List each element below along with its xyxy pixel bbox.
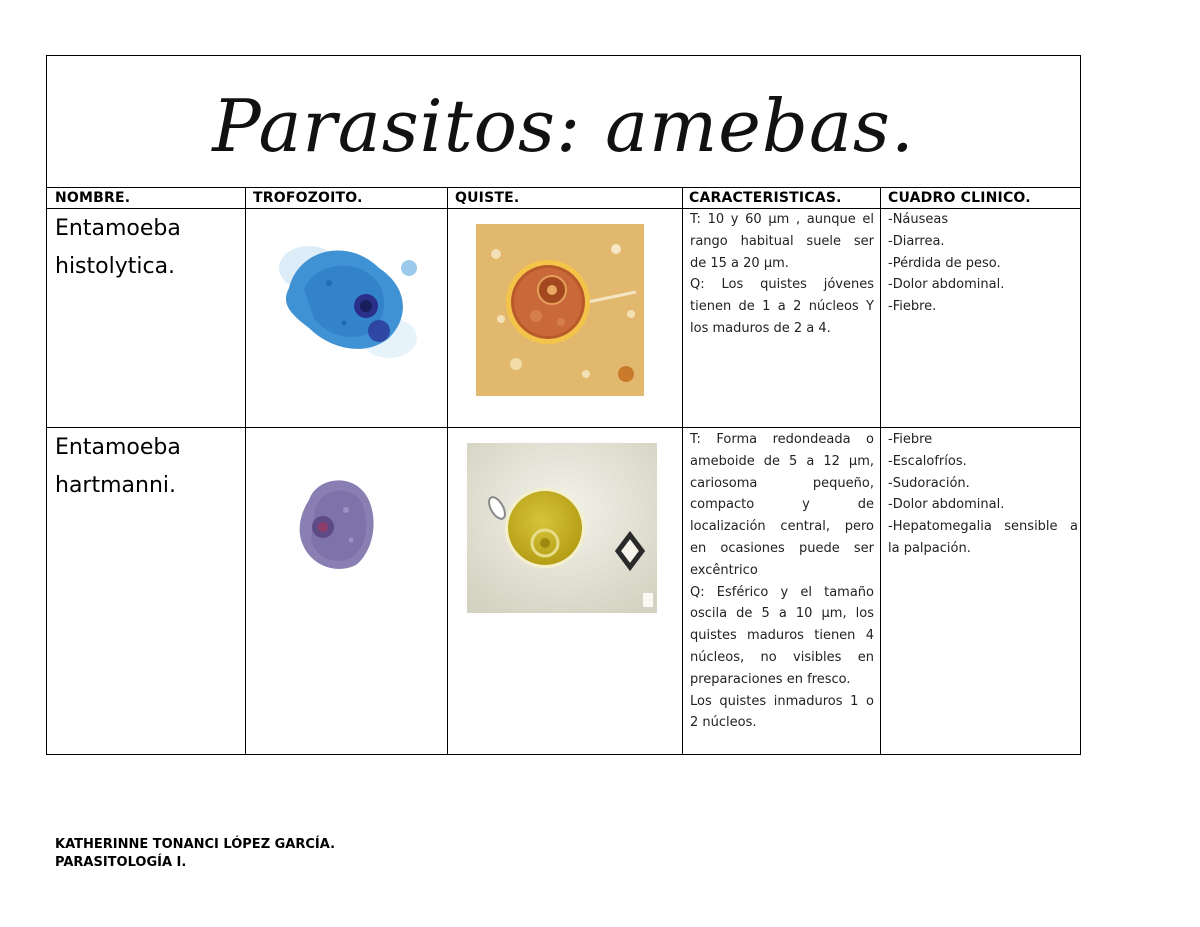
- caracteristicas-text: [690, 209, 874, 340]
- text-line: compacto y de: [690, 497, 874, 513]
- name-line: hartmanni.: [55, 473, 176, 498]
- text-line: Q: Esférico y el tamaño: [690, 584, 874, 600]
- footer: [55, 836, 335, 872]
- text-line: rango habitual suele ser: [690, 233, 874, 249]
- column-divider: [880, 188, 881, 754]
- course-name: PARASITOLOGÍA I.: [55, 855, 187, 870]
- text-line: 2 núcleos.: [690, 715, 757, 731]
- symptom-item: -Fiebre.: [888, 299, 937, 315]
- header-nombre: NOMBRE.: [55, 190, 131, 206]
- text-line: T: 10 y 60 μm , aunque el: [690, 212, 874, 227]
- symptom-item: -Dolor abdominal.: [888, 277, 1005, 293]
- text-line: núcleos, no visibles en: [690, 649, 874, 665]
- column-divider: [447, 188, 448, 754]
- text-line: los maduros de 2 a 4.: [690, 320, 831, 336]
- text-line: excêntrico: [690, 562, 758, 578]
- text-line: T: Forma redondeada o: [690, 432, 874, 447]
- header-cuadro-clinico: CUADRO CLINICO.: [888, 190, 1031, 206]
- text-line: en ocasiones puede ser: [690, 540, 874, 556]
- symptom-item: -Fiebre: [888, 432, 933, 447]
- symptom-item: -Escalofríos.: [888, 453, 967, 469]
- symptom-item: -Náuseas: [888, 212, 949, 227]
- column-divider: [682, 188, 683, 754]
- trofozoito-image: [291, 470, 381, 575]
- text-line: ameboide de 5 a 12 μm,: [690, 453, 874, 469]
- trofozoito-image: [269, 228, 419, 368]
- header-trofozoito: TROFOZOITO.: [253, 190, 363, 206]
- name-line: Entamoeba: [55, 435, 181, 460]
- text-line: cariosoma pequeño,: [690, 475, 874, 491]
- text-line: tienen de 1 a 2 núcleos Y: [690, 299, 874, 315]
- page-title: Parasitos: amebas.: [212, 83, 915, 168]
- name-line: Entamoeba: [55, 216, 181, 241]
- quiste-image: [467, 443, 657, 613]
- symptom-item: -Pérdida de peso.: [888, 255, 1001, 271]
- text-line: de 15 a 20 μm.: [690, 255, 789, 271]
- text-line: Los quistes inmaduros 1 o: [690, 693, 874, 709]
- symptom-item: -Sudoración.: [888, 475, 970, 491]
- symptom-item: -Hepatomegalia sensible a: [888, 519, 1078, 535]
- column-divider: [245, 188, 246, 754]
- amebas-table: [46, 55, 1081, 755]
- cuadro-clinico-list: [888, 209, 1078, 318]
- symptom-item: -Diarrea.: [888, 233, 945, 249]
- table-grid: [47, 188, 1080, 754]
- cuadro-clinico-list: [888, 429, 1078, 560]
- parasite-name: [55, 429, 235, 505]
- author-name: KATHERINNE TONANCI LÓPEZ GARCÍA.: [55, 837, 336, 852]
- parasite-name: [55, 210, 235, 286]
- row-divider: [47, 427, 1080, 428]
- symptom-item: -Dolor abdominal.: [888, 497, 1005, 513]
- text-line: Q: Los quistes jóvenes: [690, 277, 874, 293]
- header-caracteristicas: CARACTERISTICAS.: [689, 190, 842, 206]
- caracteristicas-text: [690, 429, 874, 734]
- name-line: histolytica.: [55, 254, 176, 279]
- symptom-item: la palpación.: [888, 540, 971, 556]
- quiste-image: [476, 224, 644, 396]
- text-line: quistes maduros tienen 4: [690, 628, 874, 644]
- title-row: [47, 56, 1080, 188]
- text-line: localización central, pero: [690, 519, 874, 535]
- text-line: preparaciones en fresco.: [690, 671, 851, 687]
- text-line: oscila de 5 a 10 μm, los: [690, 606, 874, 622]
- header-quiste: QUISTE.: [455, 190, 520, 206]
